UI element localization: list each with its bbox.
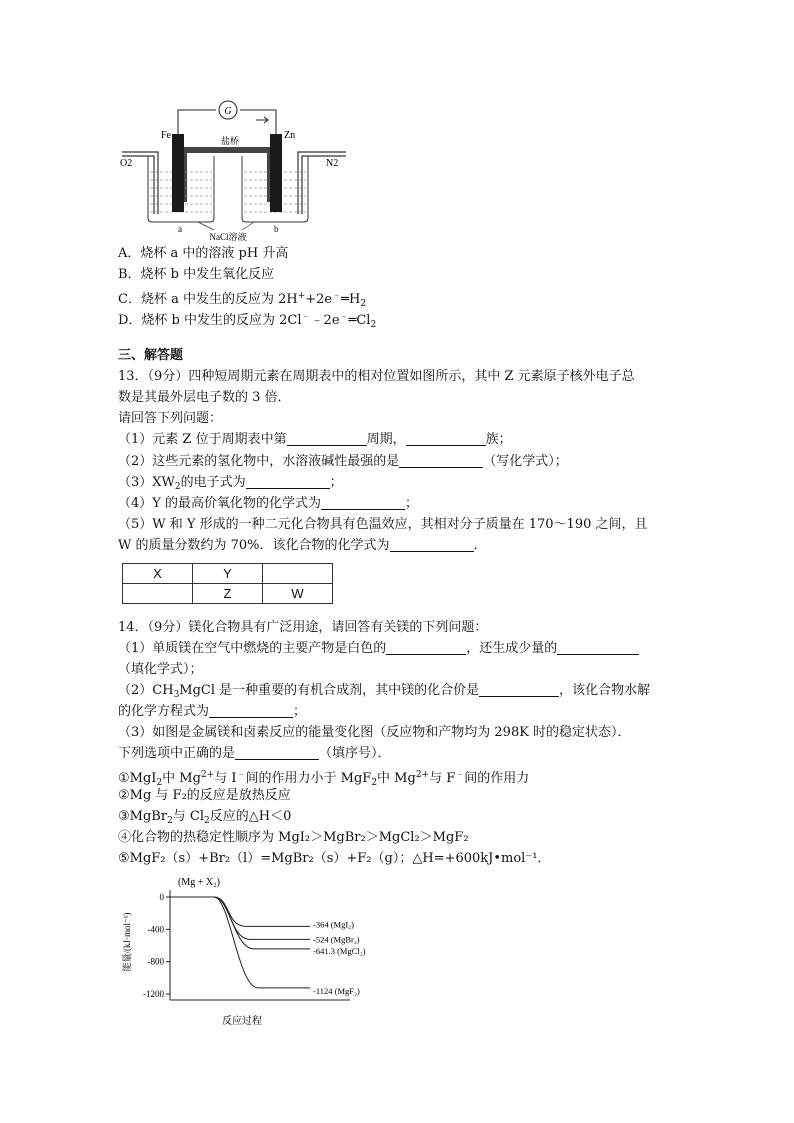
- table-cell: [263, 564, 333, 584]
- beaker-b-label: b: [274, 224, 279, 234]
- energy-chart: [118, 872, 366, 1032]
- x-axis-label: 反应过程: [222, 1016, 262, 1027]
- answer-blank[interactable]: [246, 474, 330, 489]
- table-cell: [123, 584, 193, 604]
- series-label: -641.3 (MgCl₂): [313, 945, 366, 956]
- series-label: -1124 (MgF₂): [313, 985, 360, 996]
- answer-blank[interactable]: [386, 640, 466, 655]
- answer-blank[interactable]: [235, 745, 319, 760]
- nitrogen-inlet-label: N2: [326, 158, 339, 169]
- periodic-position-table: [122, 563, 333, 604]
- q13-part5-line2: W 的质量分数约为 70%．该化合物的化学式为 ．: [118, 538, 487, 553]
- q13-part2: （2）这些元素的氢化物中，水溶液碱性最强的是 （写化学式）；: [118, 454, 568, 469]
- answer-blank[interactable]: [479, 682, 559, 697]
- y-tick-label: 0: [159, 892, 164, 902]
- q14-part1-line2: （填化学式）；: [118, 662, 203, 677]
- zn-label: Zn: [284, 130, 296, 141]
- q13-part5-line1: （5）W 和 Y 形成的一种二元化合物具有色温效应，其相对分子质量在 170～190 之间，且: [118, 517, 648, 532]
- q14-part2-line1: $(2)CH_3MgCl$ 是一种重要的有机合成剂，其中镁的化合价是 ，该化合物水解: [118, 683, 651, 700]
- q13-stem-line1: 13．（9分）四种短周期元素在周期表中的相对位置如图所示，其中 Z 元素原子核外电子总: [118, 369, 635, 384]
- answer-blank[interactable]: [406, 431, 486, 446]
- fe-label: Fe: [161, 130, 171, 141]
- table-cell: Z: [193, 584, 263, 604]
- section-title: 三、解答题: [118, 348, 184, 363]
- answer-blank[interactable]: [557, 640, 639, 655]
- q13-part1: （1）元素 Z 位于周期表中第 周期， 族；: [118, 432, 512, 447]
- q14-option-4: ④化合物的热稳定性顺序为 MgI₂＞MgBr₂＞MgCl₂＞MgF₂: [118, 830, 469, 845]
- q14-option-2: ②Mg 与 F₂的反应是放热反应: [118, 788, 291, 803]
- zn-electrode: [270, 134, 282, 212]
- q12-option-b: B．烧杯 b 中发生氧化反应: [118, 267, 275, 282]
- y-axis-label: 能量/(kJ·mol⁻¹): [122, 912, 132, 972]
- y-tick-label: -1200: [143, 989, 164, 999]
- salt-bridge: [184, 150, 270, 202]
- q14-option-1: ①MgI$_2$中 $Mg^{2+}$与 I﹣间的作用力小于 MgF$_2$中 $Mg^{2+}$与 F﹣间的作用力: [118, 770, 530, 788]
- q14-part2-line2: 的化学方程式为 ；: [118, 704, 307, 719]
- answer-blank[interactable]: [321, 495, 405, 510]
- table-row: [123, 584, 333, 604]
- fe-electrode: [172, 134, 184, 212]
- y-tick-label: -400: [147, 924, 164, 935]
- q12-option-a: A．烧杯 a 中的溶液 pH 升高: [118, 246, 289, 261]
- q13-part4: （4）Y 的最高价氧化物的化学式为 ；: [118, 496, 419, 511]
- q13-part3: $(3)XW_2$的电子式为 ；: [118, 475, 343, 492]
- y-tick-label: -800: [147, 956, 164, 967]
- table-cell: X: [123, 564, 193, 584]
- q12-option-d: D．烧杯 b 中发生的反应为 $2Cl^﹣﹣2e^﹣═Cl_2$: [118, 312, 377, 330]
- answer-blank[interactable]: [287, 431, 367, 446]
- table-row: [123, 564, 333, 584]
- q12-option-c: C．烧杯 a 中发生的反应为 $2H^++2e^﹣═H_2$: [118, 291, 367, 309]
- q13-prompt: 请回答下列问题：: [118, 411, 223, 426]
- solution-label: NaCl溶液: [209, 232, 247, 242]
- q14-option-3: ③MgBr$_2$与 $Cl_2$反应的△H＜0: [118, 809, 292, 826]
- answer-blank[interactable]: [399, 453, 483, 468]
- apparatus-figure: [118, 96, 350, 242]
- table-cell: Y: [193, 564, 263, 584]
- q14-part1-line1: （1）单质镁在空气中燃烧的主要产物是白色的 ，还生成少量的: [118, 639, 639, 659]
- series-label: -524 (MgBr₂): [313, 934, 360, 945]
- oxygen-inlet-label: O2: [120, 158, 133, 169]
- answer-blank[interactable]: [390, 537, 474, 552]
- q14-stem: 14．（9分）镁化合物具有广泛用途，请回答有关镁的下列问题：: [118, 620, 488, 635]
- beaker-a-label: a: [178, 224, 182, 234]
- answer-blank[interactable]: [209, 703, 293, 718]
- table-cell: W: [263, 584, 333, 604]
- q14-part3-line2: 下列选项中正确的是 （填序号）．: [118, 746, 391, 761]
- q13-stem-line2: 数是其最外层电子数的 3 倍．: [118, 390, 291, 405]
- galvanometer-label: G: [224, 106, 232, 117]
- series-line-1: [214, 897, 310, 939]
- salt-bridge-label: 盐桥: [220, 136, 240, 146]
- q14-option-5: ⑤MgF₂（s）+Br₂（l）=MgBr₂（s）+F₂（g）；△H=+600kJ•mol⁻¹．: [118, 851, 551, 866]
- q14-part3-line1: （3）如图是金属镁和卤素反应的能量变化图（反应物和产物均为 298K 时的稳定状态）．: [118, 725, 631, 740]
- chart-title: (Mg + X₂): [178, 877, 220, 888]
- series-label: -364 (MgI₂): [313, 919, 354, 930]
